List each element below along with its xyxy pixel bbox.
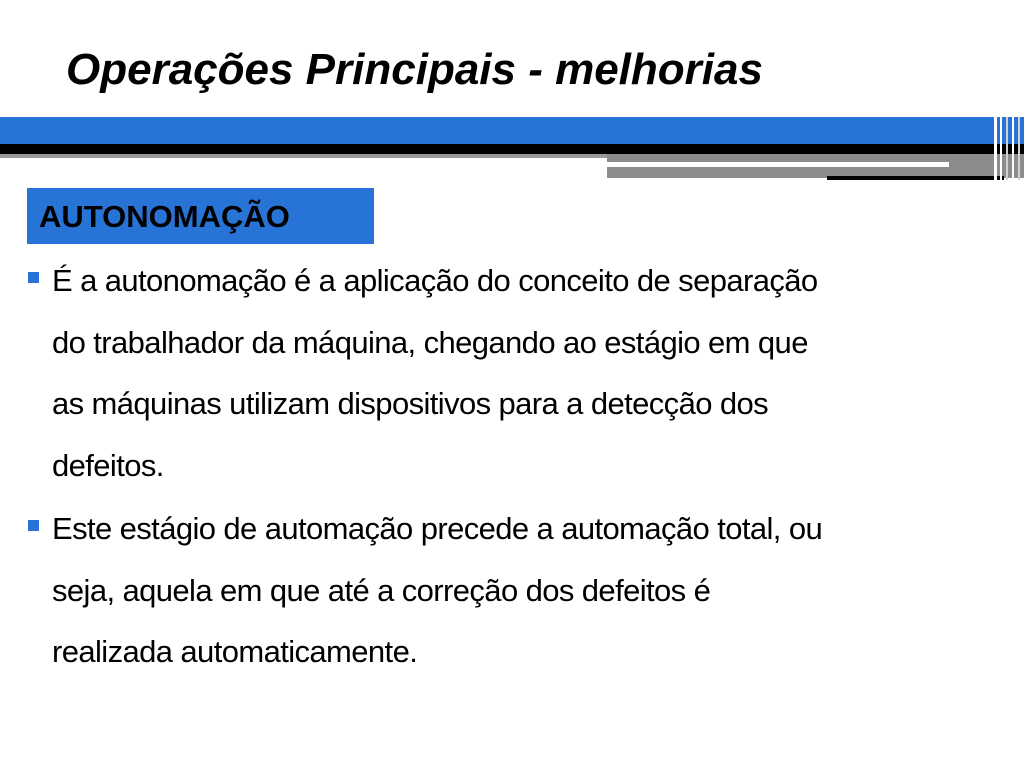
header-decoration-bands [0,0,1024,190]
bullet-line: defeitos. [52,447,164,483]
slide-title: Operações Principais - melhorias [66,45,763,94]
gray-header-line [0,154,607,158]
gray-step-inner [607,162,949,167]
black-header-band [0,144,1024,154]
bullet-item [28,250,988,496]
bullet-item [28,498,988,683]
bullet-line: Este estágio de automação precede a automação total, ou [52,511,823,546]
bullet-line: seja, aquela em que até a correção dos defeitos é [52,572,711,608]
bullet-line: as máquinas utilizam dispositivos para a detecção dos [52,386,769,421]
square-bullet-icon [28,520,39,531]
square-bullet-icon [28,272,39,283]
bullet-line: realizada automaticamente. [52,634,418,669]
bullet-line: É a autonomação é a aplicação do conceito de separação [52,263,818,298]
bullet-line: do trabalhador da máquina, chegando ao estágio em que [52,324,808,360]
bullet-list [28,250,988,685]
blue-header-band [0,117,1024,144]
section-label: AUTONOMAÇÃO [39,199,290,234]
black-step-line [827,176,1004,180]
